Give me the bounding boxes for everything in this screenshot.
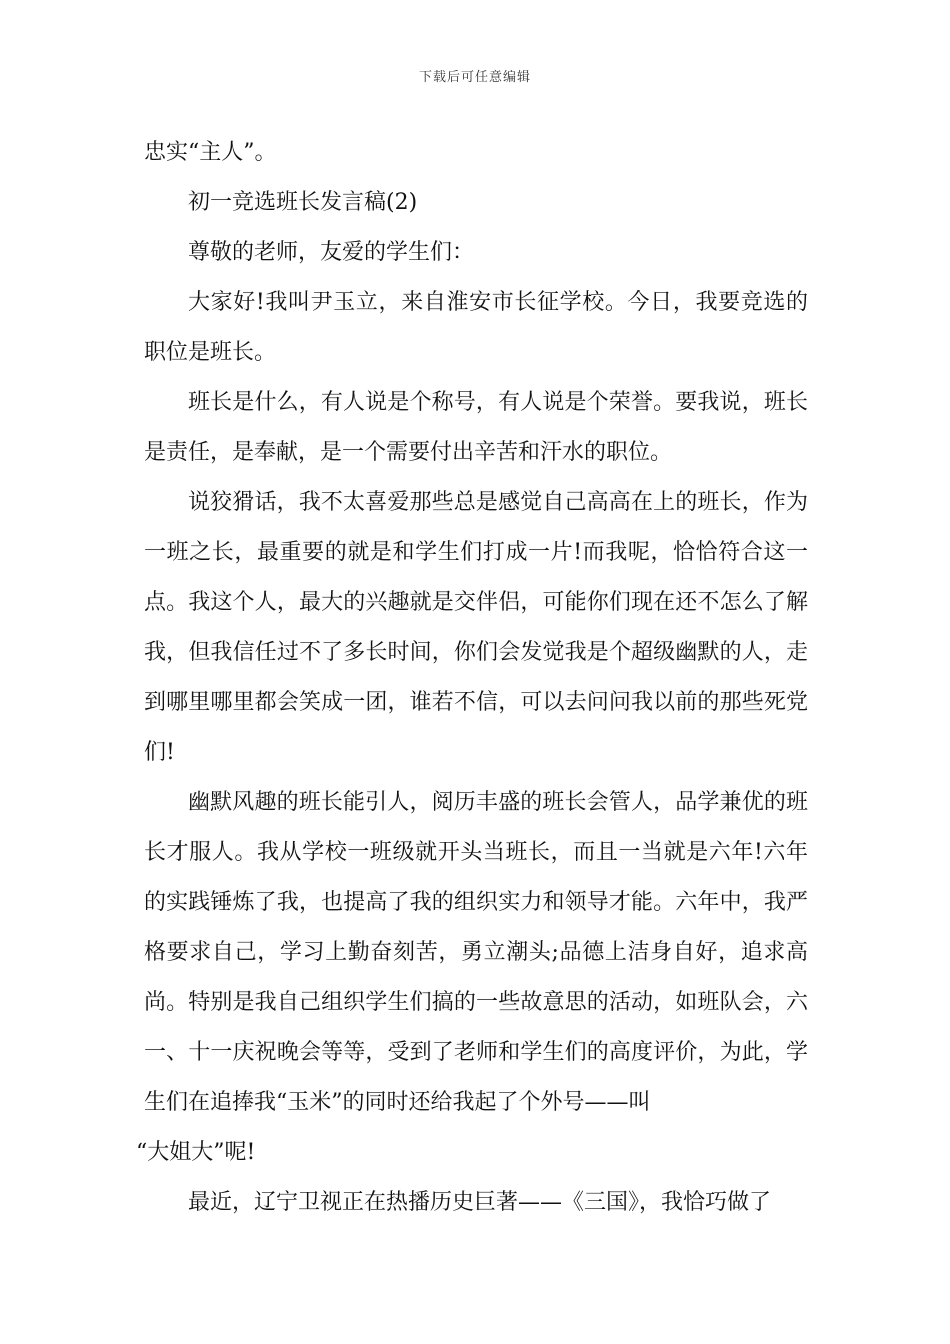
paragraph-intro: 大家好!我叫尹玉立，来自淮安市长征学校。今日，我要竞选的职位是班长。 (144, 290, 808, 365)
paragraph-continuation: 忠实“主人”。 (144, 140, 277, 165)
paragraph-nickname-end: “大姐大”呢! (136, 1140, 256, 1165)
section-title: 初一竞选班长发言稿(2) (188, 190, 418, 215)
paragraph-monitor-meaning: 班长是什么，有人说是个称号，有人说是个荣誉。要我说，班长是责任，是奉献，是一个需要付出辛苦和汗水的职位。 (144, 390, 808, 465)
salutation: 尊敬的老师，友爱的学生们： (188, 240, 475, 265)
paragraph-experience: 幽默风趣的班长能引人，阅历丰盛的班长会管人，品学兼优的班长才服人。我从学校一班级就开头当班长，而且一当就是六年!六年的实践锤炼了我，也提高了我的组织实力和领导才能。六年中，我严格要求自己，学习上勤奋刻苦，勇立潮头;品德上洁身自好，追求高尚。特别是我自己组织学生们搞的一些故意思的活动，如班队会，六一、十一庆祝晚会等等，受到了老师和学生们的高度评价，为此，学生们在追捧我“玉米”的同时还给我起了个外号——叫 (144, 790, 808, 1115)
page-header: 下载后可任意编辑 (418, 70, 531, 85)
document-body (136, 128, 808, 1228)
paragraph-personality: 说狡猾话，我不太喜爱那些总是感觉自己高高在上的班长，作为一班之长，最重要的就是和学生们打成一片!而我呢，恰恰符合这一点。我这个人，最大的兴趣就是交伴侣，可能你们现在还不怎么了解我，但我信任过不了多长时间，你们会发觉我是个超级幽默的人，走到哪里哪里都会笑成一团，谁若不信，可以去问问我以前的那些死党们! (144, 490, 808, 765)
paragraph-three-kingdoms: 最近，辽宁卫视正在热播历史巨著——《三国》，我恰巧做了 (188, 1190, 772, 1215)
